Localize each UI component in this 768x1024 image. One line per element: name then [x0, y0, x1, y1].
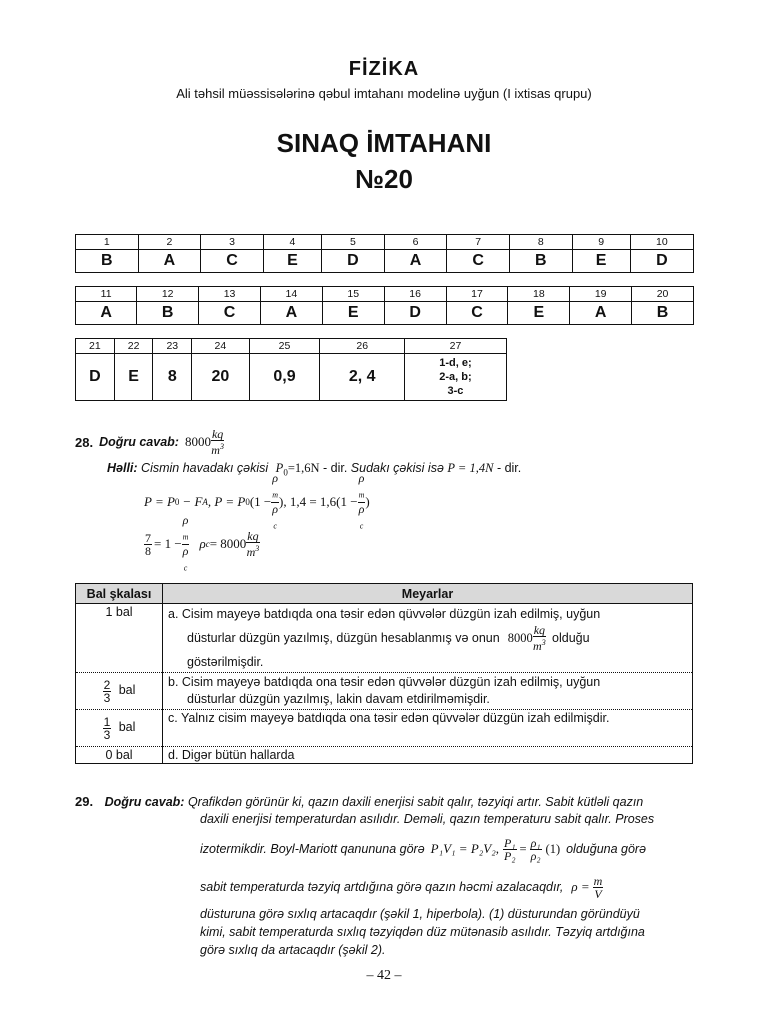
q29-text: olduğuna görə [566, 842, 647, 856]
answer-cell: A [260, 302, 322, 325]
fraction-numerator: 7 [145, 530, 151, 545]
question-number: 21 [76, 339, 115, 354]
criteria-text: b. Cisim mayeyə batdıqda ona təsir edən qüvvələr düzgün izah edilmiş, uyğun [168, 675, 601, 689]
answer-row [76, 354, 507, 401]
q29-text: izotermikdir. Boyl-Mariott qanununa görə [200, 842, 425, 856]
question-number: 11 [76, 287, 137, 302]
criteria-text: düsturlar düzgün yazılmış, düzgün hesablanmış və onun [187, 631, 500, 645]
answer-cell: 8 [153, 354, 192, 401]
q29-number: 29. [75, 794, 94, 809]
rho-sub: c [205, 539, 210, 549]
score-cell [76, 710, 163, 747]
score-cell: 1 bal [76, 604, 163, 673]
formula-sub: 0 [174, 497, 180, 507]
p0-subscript: 0 [283, 467, 288, 478]
score-cell: 0 bal [76, 747, 163, 764]
fraction-denominator: V [594, 886, 602, 901]
unit-denominator [533, 637, 546, 652]
answer-table-3 [75, 338, 507, 401]
question-number: 4 [263, 235, 321, 250]
answer-cell: 0,9 [249, 354, 320, 401]
question-number: 9 [572, 235, 630, 250]
exam-number: №20 [355, 164, 413, 194]
answer27-line: 3-c [447, 385, 464, 397]
fraction-numerator: m [593, 873, 603, 888]
q29-text: düsturuna görə sıxlıq artacaqdır (şəkil 1, hiperbola). (1) düsturundan göründüyü [200, 907, 640, 921]
density-unit [533, 624, 546, 652]
answer-cell: D [630, 250, 693, 273]
rho: ρ [358, 471, 365, 486]
answer-cell: E [114, 354, 153, 401]
q28-formula-line1 [144, 471, 370, 530]
q28-answer-unit [211, 428, 224, 456]
answer-cell: B [137, 302, 199, 325]
rho: ρ [182, 513, 189, 528]
question-number: 1 [76, 235, 139, 250]
formula-part: (1 − [249, 494, 272, 509]
exam-title: SINAQ İMTAHANI [276, 128, 492, 158]
question-number: 2 [138, 235, 201, 250]
formula-part: P = P [144, 494, 175, 509]
q28-number: 28. [75, 434, 94, 450]
fraction-numerator: 1 [103, 714, 111, 729]
formula-sub: A [202, 497, 208, 507]
q29-text: görə sıxlıq da artacaqdır (şəkil 2). [200, 943, 386, 957]
answer-cell: B [632, 302, 694, 325]
header-criteria: Meyarlar [163, 584, 693, 604]
unit-den-base: m [246, 545, 256, 559]
q29-text: daxili enerjisi temperaturdan asılıdır. Deməli, qazın temperaturu sabit qalır. Proses [200, 812, 655, 826]
formula-part: = 1 − [154, 536, 182, 551]
answer-cell: C [199, 302, 261, 325]
unit-den-exp: 3 [219, 442, 224, 451]
density-formula: ρ = [571, 879, 590, 894]
answer-cell: A [138, 250, 201, 273]
formula-part: − F [182, 494, 203, 509]
question-number: 7 [447, 235, 510, 250]
formula-part: ), 1,4 = 1,6(1 − [279, 494, 358, 509]
q28-answer-line [75, 425, 224, 459]
p0-symbol: P [275, 461, 284, 475]
rho: ρ [182, 543, 189, 558]
criteria-text-line [168, 623, 687, 653]
answer-row [76, 302, 694, 325]
question-number: 16 [384, 287, 446, 302]
q29-formula-line [200, 830, 646, 868]
unit-den-exp: 3 [255, 544, 260, 553]
answer-table-1 [75, 234, 694, 273]
answer-cell-27 [404, 354, 506, 401]
criteria-row [76, 604, 693, 673]
q29-text: kimi, sabit temperaturda sıxlıq təzyiqdən düz mütənasib asılıdır. Təzyiq artdığına [200, 925, 645, 939]
question-number-row [76, 339, 507, 354]
solution-label: Həlli: [107, 461, 138, 475]
pressure-fraction [503, 837, 517, 862]
question-number: 10 [630, 235, 693, 250]
criteria-cell: d. Digər bütün hallarda [163, 747, 693, 764]
score-unit: bal [118, 683, 136, 698]
answer27-line: 2-a, b; [439, 371, 472, 383]
water-weight-text: Sudakı çəkisi isə [350, 461, 444, 475]
answer-row [76, 250, 694, 273]
question-number: 15 [322, 287, 384, 302]
unit-den-base: m [533, 639, 542, 653]
dir-suffix: - dir. [496, 461, 522, 475]
q29-text: Qrafikdən görünür ki, qazın daxili enerjisi sabit qalır, təzyiqi artır. Sabit kütləli qazın [187, 795, 644, 809]
criteria-text: olduğu [552, 631, 590, 645]
rho-sub: c [273, 520, 277, 530]
criteria-text: göstərilmişdir. [187, 655, 264, 669]
fraction-denominator: ρ₂ [530, 848, 541, 863]
answer-cell: B [76, 250, 139, 273]
criteria-text: düsturlar düzgün yazılmış, lakin davam etdirilməmişdir. [187, 692, 490, 706]
answer-cell: E [508, 302, 570, 325]
score-fraction [103, 679, 112, 704]
seven-eighths [144, 532, 152, 557]
answer-cell: A [384, 250, 447, 273]
rho-fraction [271, 472, 279, 532]
q28-correct-label: Doğru cavab: [99, 435, 179, 449]
question-number-row [76, 287, 694, 302]
rho: ρ [358, 501, 365, 516]
subject-title: FİZİKA [348, 58, 420, 80]
answer27-line: 1-d, e; [439, 357, 472, 369]
question-number: 19 [570, 287, 632, 302]
unit-denominator [211, 441, 224, 456]
answer-cell: A [570, 302, 632, 325]
q28-answer-value: 8000 [184, 434, 211, 449]
p-value: P = 1,4N [447, 461, 494, 475]
score-unit: bal [118, 720, 136, 735]
q29-correct-label: Doğru cavab: [104, 795, 185, 809]
q28-formula-line2 [144, 513, 260, 572]
density-fraction [530, 837, 542, 862]
rho: ρ [199, 536, 206, 551]
answer-cell: E [572, 250, 630, 273]
question-number: 27 [404, 339, 506, 354]
subtitle: Ali təhsil müəssisələrinə qəbul imtahanı modelinə uyğun (I ixtisas qrupu) [176, 86, 592, 101]
p0-value: =1,6N [287, 461, 320, 475]
answer-cell: D [76, 354, 115, 401]
question-number: 13 [199, 287, 261, 302]
rho-sub: m [182, 532, 189, 542]
fraction-denominator: P₂ [504, 848, 516, 863]
score-fraction [103, 716, 112, 741]
fraction-denominator: 3 [103, 727, 111, 742]
score-cell [76, 673, 163, 710]
rho: ρ [272, 501, 278, 516]
boyle-formula: P₁V₁ = P₂V₂, [430, 841, 500, 856]
answer-cell: C [447, 250, 510, 273]
criteria-table [75, 583, 693, 764]
criteria-cell: c. Yalnız cisim mayeyə batdıqda ona təsir edən qüvvələr düzgün izah edilmişdir. [163, 710, 693, 747]
q29-text: sabit temperaturda təzyiq artdığına görə qazın həcmi azalacaqdır, [200, 880, 564, 894]
fraction-numerator: 2 [103, 677, 111, 692]
rho-fraction [358, 472, 366, 532]
rho-sub: c [183, 562, 188, 572]
question-number: 20 [632, 287, 694, 302]
fraction-denominator: 8 [145, 543, 151, 558]
formula-part: , P = P [207, 494, 246, 509]
answer-cell: 2, 4 [320, 354, 405, 401]
criteria-value: 8000 [507, 631, 533, 645]
criteria-row [76, 673, 693, 710]
question-number: 8 [509, 235, 572, 250]
question-number: 23 [153, 339, 192, 354]
answer-cell: E [322, 302, 384, 325]
equation-ref: (1) [545, 841, 561, 856]
question-number: 18 [508, 287, 570, 302]
question-number: 17 [446, 287, 508, 302]
density-unit [246, 530, 259, 558]
q29-first-line [75, 794, 643, 809]
question-number: 26 [320, 339, 405, 354]
answer-cell: D [322, 250, 385, 273]
header-score: Bal şkalası [76, 584, 163, 604]
dir-suffix: - dir. [323, 461, 348, 475]
rho: ρ [272, 471, 278, 486]
unit-denominator [246, 543, 259, 558]
unit-numerator: kq [247, 529, 259, 543]
question-number: 25 [249, 339, 320, 354]
criteria-row [76, 747, 693, 764]
fraction-numerator: ρ₁ [530, 835, 541, 850]
answer-cell: E [263, 250, 321, 273]
unit-numerator: kq [211, 427, 224, 441]
q28-solution-line [107, 461, 521, 478]
answer-cell: 20 [192, 354, 249, 401]
question-number: 5 [322, 235, 385, 250]
criteria-header-row [76, 584, 693, 604]
unit-den-exp: 3 [541, 638, 546, 647]
criteria-cell [163, 673, 693, 710]
question-number: 14 [260, 287, 322, 302]
rho-sub: c [359, 520, 364, 530]
formula-part: = 8000 [209, 536, 247, 551]
question-number: 24 [192, 339, 249, 354]
answer-cell: C [201, 250, 264, 273]
question-number: 12 [137, 287, 199, 302]
unit-numerator: kq [533, 623, 546, 637]
fraction-numerator: P₁ [504, 835, 516, 850]
answer-cell: D [384, 302, 446, 325]
answer-cell: A [76, 302, 137, 325]
rho-sub: m [358, 490, 365, 500]
formula-sub: 0 [245, 497, 250, 507]
question-number: 6 [384, 235, 447, 250]
equals-sign: = [519, 841, 527, 856]
rho-fraction [182, 514, 190, 574]
criteria-cell [163, 604, 693, 673]
solution-text: Cismin havadakı çəkisi [141, 461, 269, 475]
page-number: – 42 – [366, 968, 402, 983]
unit-den-base: m [211, 443, 220, 457]
rho-sub: m [272, 490, 279, 500]
criteria-row [76, 710, 693, 747]
answer-cell: B [509, 250, 572, 273]
q29-density-line [200, 870, 603, 904]
formula-part: ) [365, 494, 370, 509]
fraction-denominator: 3 [103, 690, 111, 705]
question-number: 3 [201, 235, 264, 250]
question-number-row [76, 235, 694, 250]
density-fraction [593, 875, 604, 900]
answer-cell: C [446, 302, 508, 325]
answer-table-2 [75, 286, 694, 325]
criteria-text: a. Cisim mayeyə batdıqda ona təsir edən qüvvələr düzgün izah edilmiş, uyğun [168, 607, 601, 621]
question-number: 22 [114, 339, 153, 354]
